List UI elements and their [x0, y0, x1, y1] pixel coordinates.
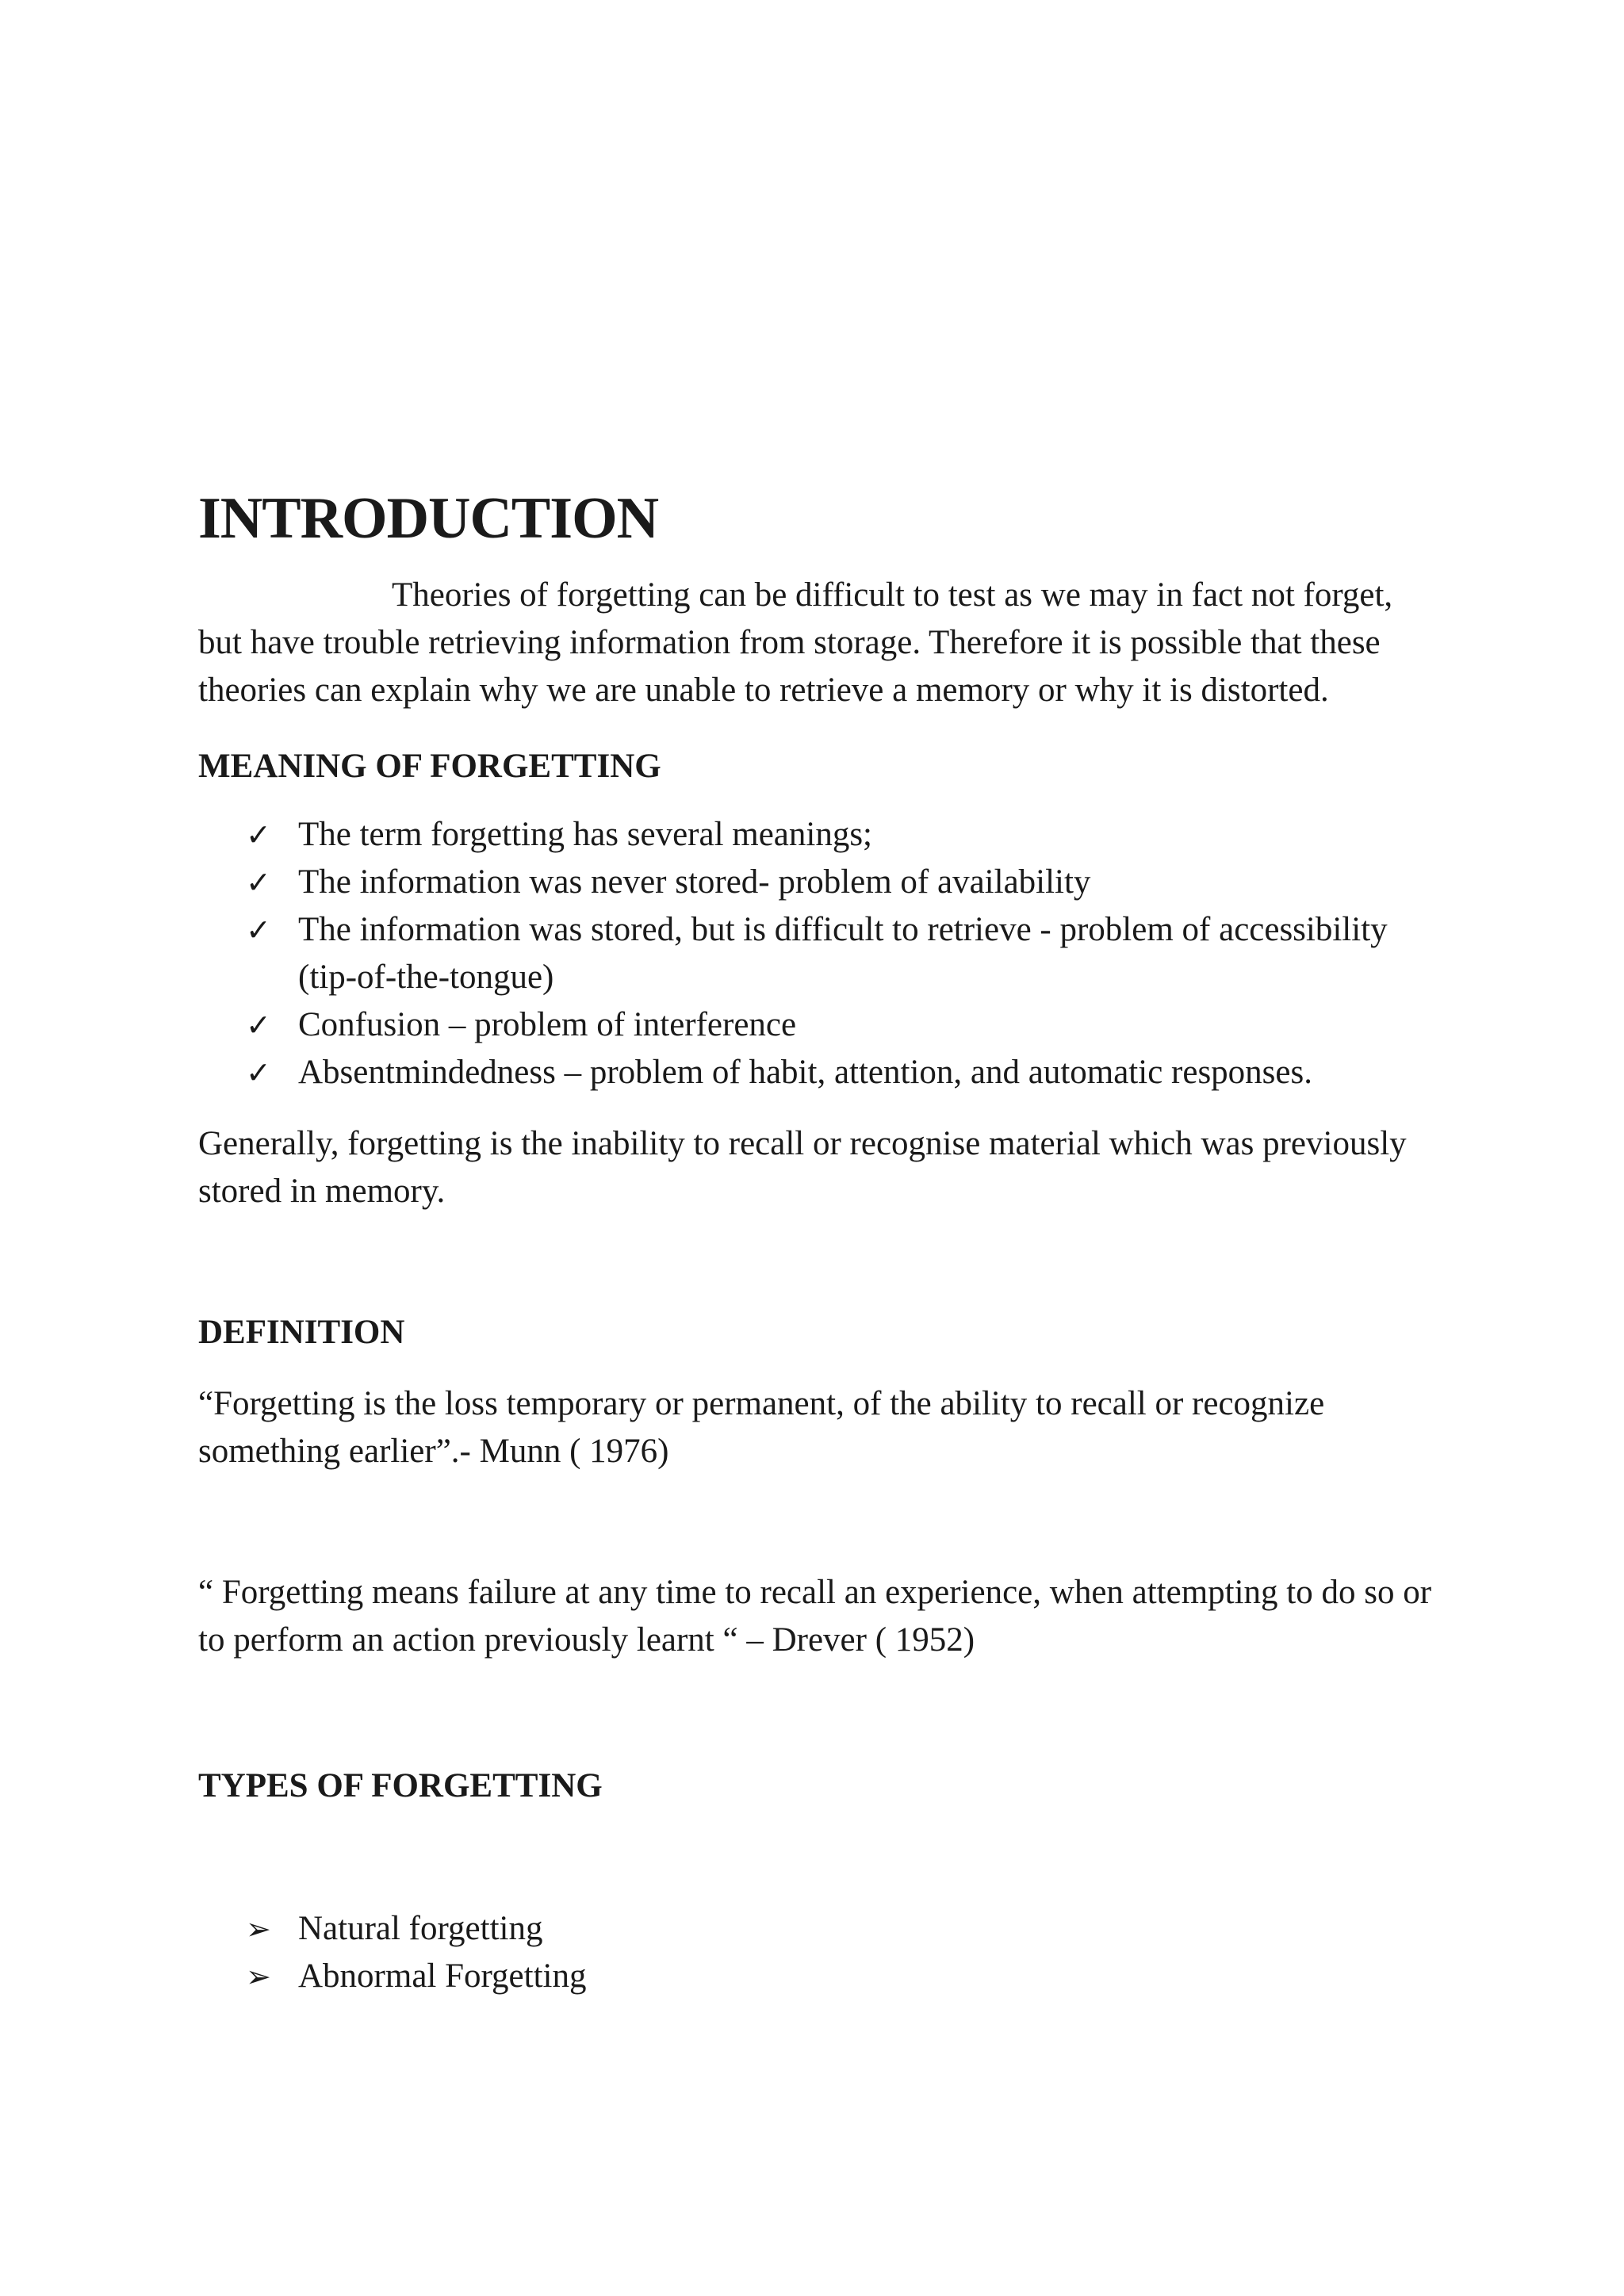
meaning-summary: Generally, forgetting is the inability to recall or recognise material which was previously stored in memory. — [198, 1124, 1407, 1210]
list-item-text: Confusion – problem of interference — [298, 1005, 797, 1043]
arrowhead-icon: ➢ — [246, 1911, 271, 1946]
list-item — [246, 811, 1435, 859]
check-mark-icon: ✓ — [246, 864, 271, 900]
check-mark-icon: ✓ — [246, 1054, 271, 1090]
list-item-text: The information was stored, but is difficult to retrieve - problem of accessibility (tip-of-the-tongue) — [298, 910, 1388, 996]
check-mark-icon: ✓ — [246, 817, 271, 852]
meaning-heading: MEANING OF FORGETTING — [198, 747, 661, 785]
types-heading: TYPES OF FORGETTING — [198, 1766, 603, 1804]
list-item-text: Natural forgetting — [298, 1909, 543, 1947]
list-item — [246, 1001, 1435, 1049]
list-item — [246, 1049, 1435, 1096]
list-item-text: The term forgetting has several meanings; — [298, 815, 873, 853]
introduction-title: INTRODUCTION — [198, 486, 659, 551]
list-item — [246, 1953, 1435, 2000]
introduction-paragraph: Theories of forgetting can be difficult to test as we may in fact not forget, but have trouble retrieving information from storage. Therefore it is possible that these theories can explain why we are unable to retrieve a memory or why it is distorted. — [198, 576, 1393, 709]
arrowhead-icon: ➢ — [246, 1958, 271, 1994]
document-page — [198, 484, 1435, 2000]
list-item — [246, 1905, 1435, 1953]
definition-heading: DEFINITION — [198, 1313, 405, 1351]
meaning-list — [246, 811, 1435, 1096]
list-item — [246, 906, 1435, 1001]
definition-quote-drever: “ Forgetting means failure at any time to recall an experience, when attempting to do so or to perform an action previously learnt “ – Drever ( 1952) — [198, 1573, 1432, 1659]
types-list — [246, 1905, 1435, 2000]
check-mark-icon: ✓ — [246, 912, 271, 947]
definition-quote-munn: “Forgetting is the loss temporary or permanent, of the ability to recall or recognize something earlier”.- Munn ( 1976) — [198, 1384, 1325, 1470]
check-mark-icon: ✓ — [246, 1007, 271, 1043]
list-item-text: Abnormal Forgetting — [298, 1957, 587, 1995]
list-item-text: The information was never stored- problem of availability — [298, 863, 1091, 901]
list-item-text: Absentmindedness – problem of habit, attention, and automatic responses. — [298, 1053, 1312, 1091]
list-item — [246, 859, 1435, 906]
